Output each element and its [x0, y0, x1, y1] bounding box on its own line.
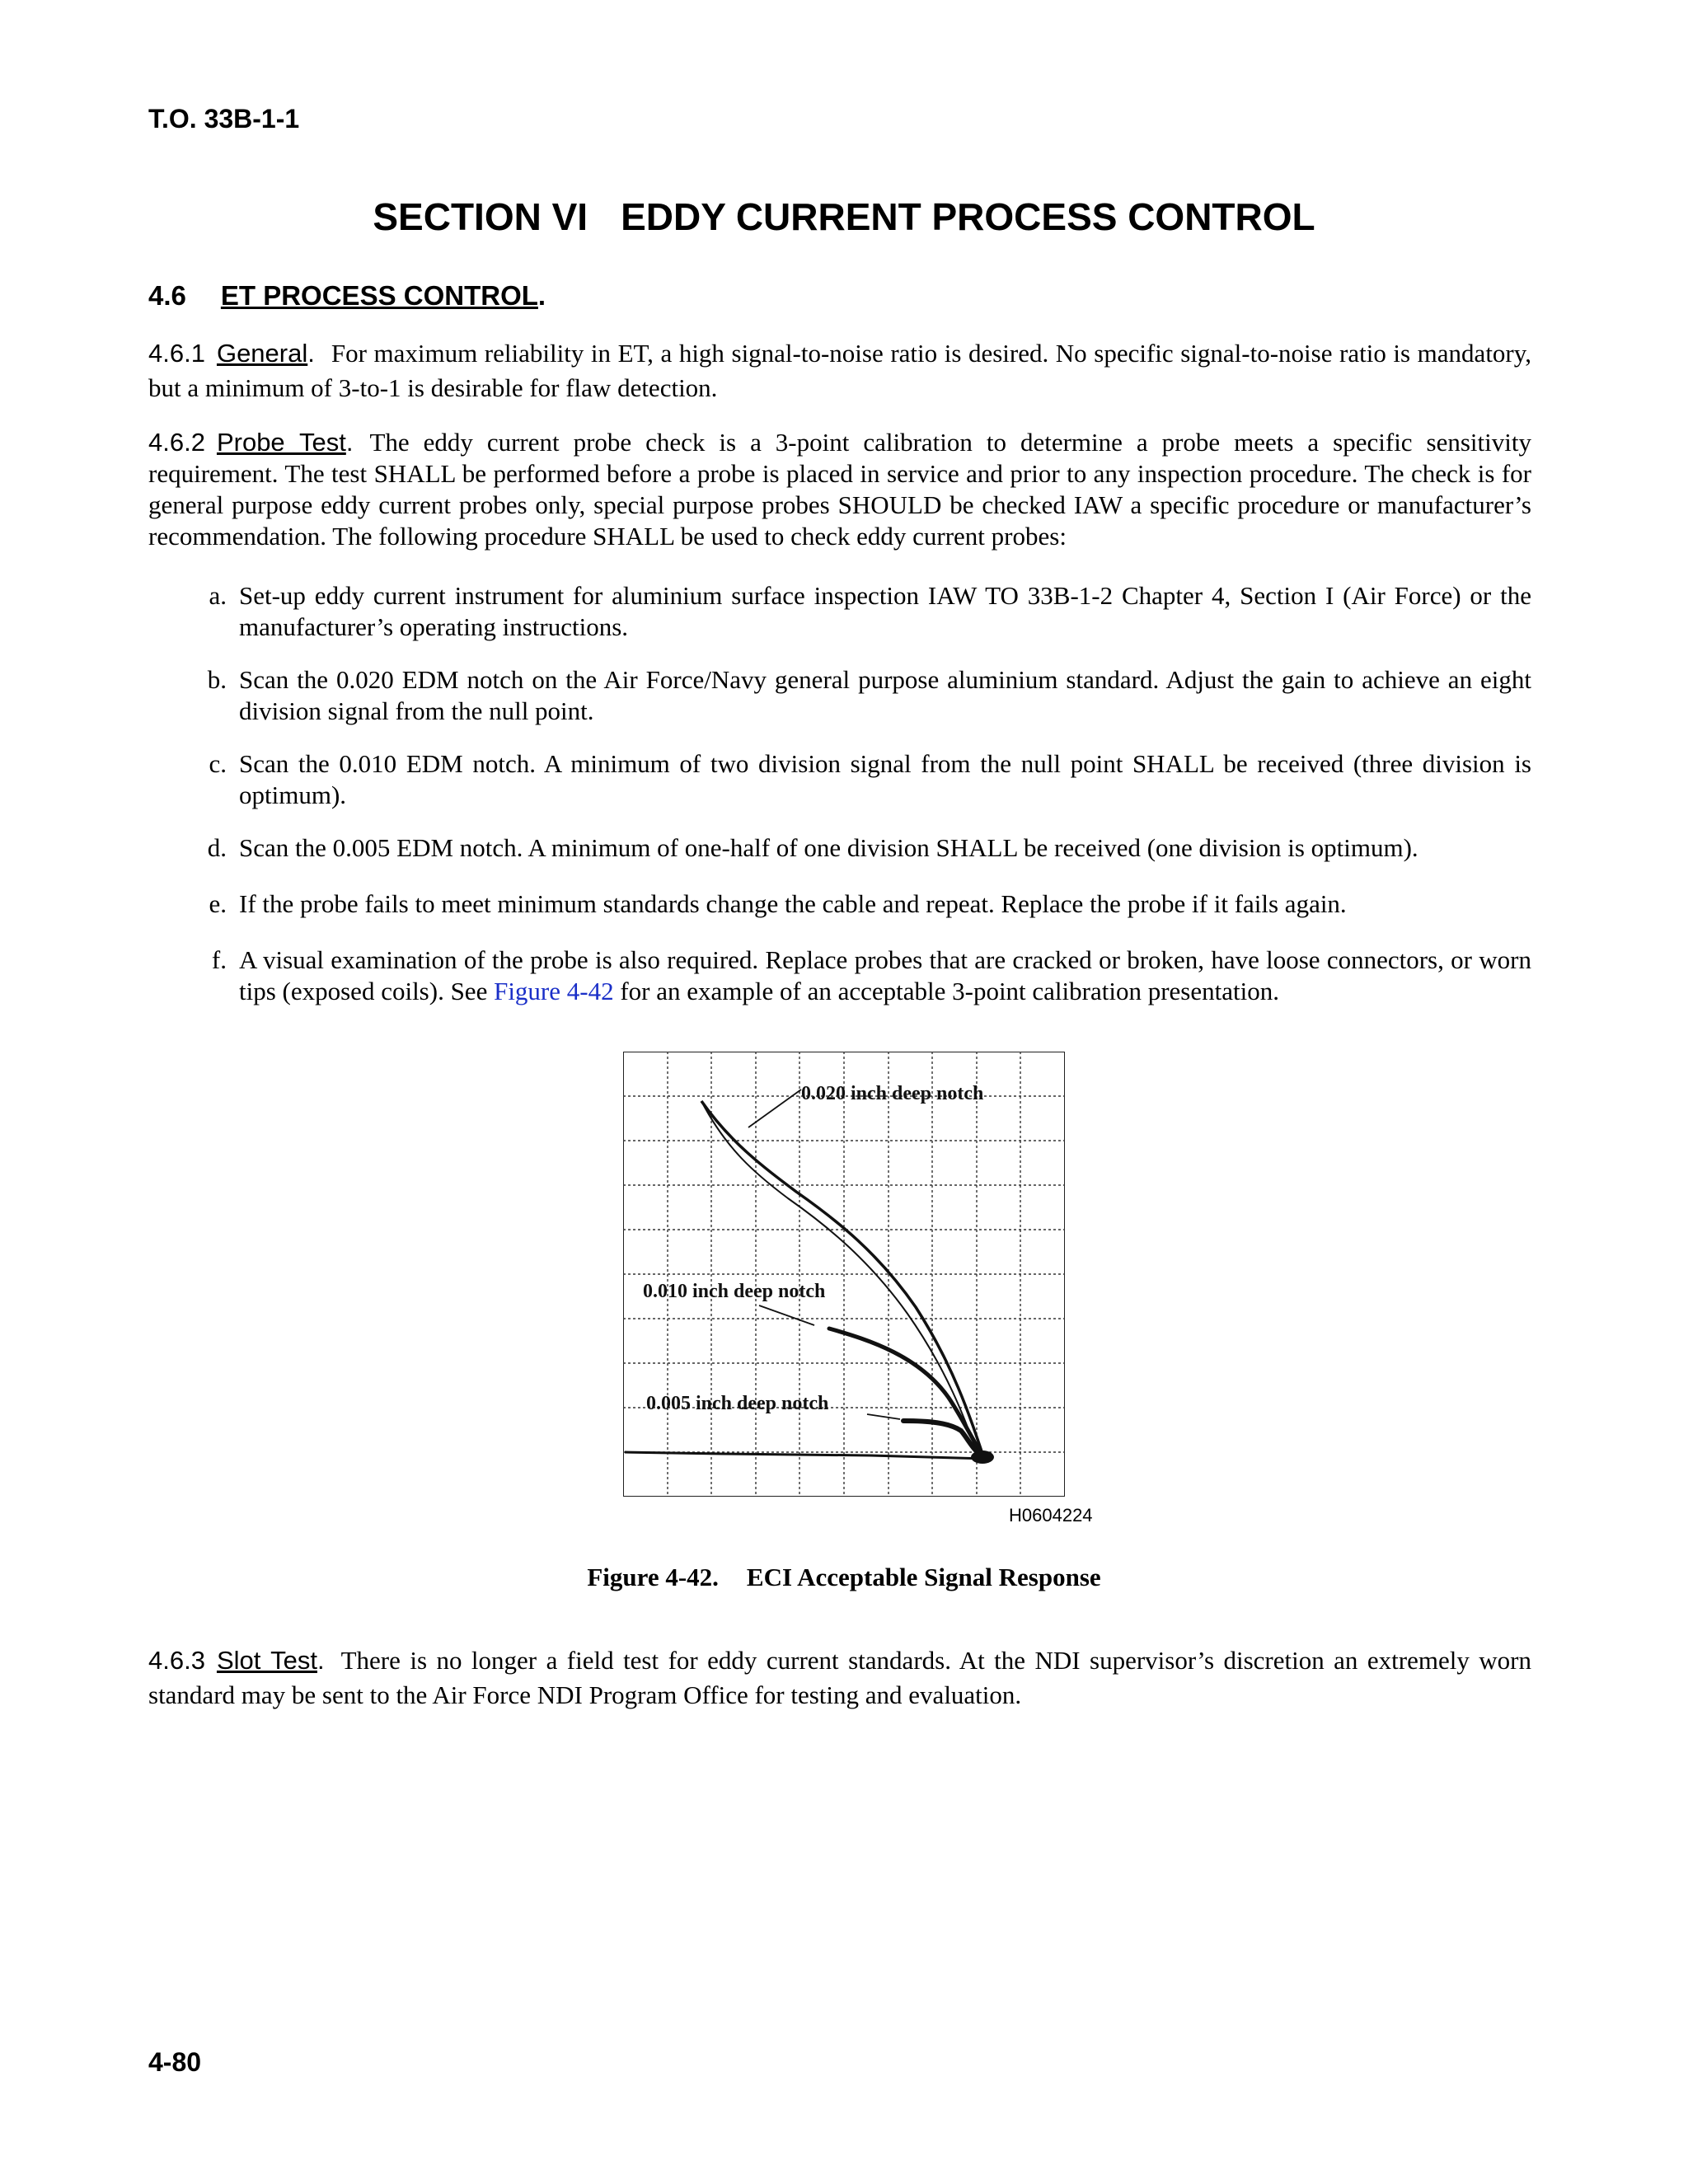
list-text: Set-up eddy current instrument for aluminium surface inspection IAW TO 33B-1-2 Chapter 4, Section I (Air Force) or the manufacturer’s operating instructions.	[239, 581, 1531, 641]
heading-period: .	[537, 280, 546, 311]
heading-4-6	[148, 280, 546, 312]
figure-caption	[0, 1563, 1688, 1592]
figure-image-id: H0604224	[1009, 1505, 1093, 1526]
paragraph-title: General	[216, 339, 308, 368]
figure-link[interactable]: Figure 4-42	[494, 977, 614, 1005]
document-id: T.O. 33B-1-1	[148, 104, 300, 134]
paragraph-text: The eddy current probe check is a 3-point calibration to determine a probe meets a specific sensitivity requirement. The test SHALL be performed before a probe is placed in service and prior to any inspection procedure. The check is for general purpose eddy current probes only, special purpose probes SHOULD be checked IAW a specific procedure or manufacturer’s recommendation. The following procedure SHALL be used to check eddy current probes:	[148, 428, 1531, 551]
list-text: Scan the 0.005 EDM notch. A minimum of one-half of one division SHALL be received (one division is optimum).	[239, 833, 1418, 862]
list-text: Scan the 0.020 EDM notch on the Air Force/Navy general purpose aluminium standard. Adjust the gain to achieve an eight division signal from the null point.	[239, 665, 1531, 725]
section-number: SECTION VI	[373, 195, 588, 238]
heading-title: ET PROCESS CONTROL	[220, 280, 538, 311]
paragraph-4-6-1: 4.6.1 General. For maximum reliability in ET, a high signal-to-noise ratio is desired. No specific signal-to-noise ratio is mandatory, but a minimum of 3-to-1 is desirable for flaw detection.	[148, 339, 1531, 402]
paragraph-number: 4.6.3	[148, 1646, 205, 1675]
page-number: 4-80	[148, 2047, 202, 2077]
label-notch-005: 0.005 inch deep notch	[646, 1393, 829, 1414]
list-marker: a.	[209, 581, 227, 610]
paragraph-number: 4.6.1	[148, 339, 205, 368]
section-name: EDDY CURRENT PROCESS CONTROL	[621, 195, 1315, 238]
list-text: If the probe fails to meet minimum standards change the cable and repeat. Replace the probe if it fails again.	[239, 889, 1347, 918]
paragraph-text: There is no longer a field test for eddy current standards. At the NDI supervisor’s discretion an extremely worn standard may be sent to the Air Force NDI Program Office for testing and evaluation.	[148, 1646, 1531, 1709]
list-text	[239, 944, 1531, 1007]
list-marker: d.	[207, 833, 227, 862]
label-notch-020: 0.020 inch deep notch	[801, 1083, 984, 1104]
paragraph-text: For maximum reliability in ET, a high signal-to-noise ratio is desired. No specific signal-to-noise ratio is mandatory, but a minimum of 3-to-1 is desirable for flaw detection.	[148, 339, 1531, 402]
figure-caption-number: Figure 4-42.	[587, 1563, 719, 1591]
figure-caption-title: ECI Acceptable Signal Response	[746, 1563, 1101, 1591]
list-text-before: A visual examination of the probe is also required. Replace probes that are cracked or broken, have loose connectors, or worn tips (exposed coils). See	[239, 945, 1531, 1005]
list-marker: e.	[209, 889, 227, 918]
null-point	[971, 1451, 994, 1464]
paragraph-4-6-3: 4.6.3 Slot Test. There is no longer a field test for eddy current standards. At the NDI supervisor’s discretion an extremely worn standard may be sent to the Air Force NDI Program Office for testing and evaluation.	[148, 1646, 1531, 1709]
paragraph-title: Slot Test	[216, 1646, 317, 1675]
list-marker: f.	[211, 945, 227, 974]
list-text: Scan the 0.010 EDM notch. A minimum of two division signal from the null point SHALL be received (three division is optimum).	[239, 749, 1531, 809]
list-text-after: for an example of an acceptable 3-point calibration presentation.	[620, 977, 1279, 1005]
paragraph-number: 4.6.2	[148, 428, 205, 457]
list-marker: c.	[209, 749, 227, 778]
signal-response-figure	[623, 1052, 1065, 1497]
paragraph-title: Probe Test	[216, 428, 346, 457]
paragraph-4-6-2: 4.6.2 Probe Test. The eddy current probe check is a 3-point calibration to determine a probe meets a specific sensitivity requirement. The test SHALL be performed before a probe is placed in service and prior to any inspection procedure. The check is for general purpose eddy current probes only, special purpose probes SHOULD be checked IAW a specific procedure or manufacturer’s recommendation. The following procedure SHALL be used to check eddy current probes:	[148, 428, 1531, 551]
section-title	[0, 194, 1688, 239]
label-notch-010: 0.010 inch deep notch	[643, 1281, 826, 1302]
list-marker: b.	[207, 665, 227, 694]
heading-number: 4.6	[148, 280, 186, 311]
